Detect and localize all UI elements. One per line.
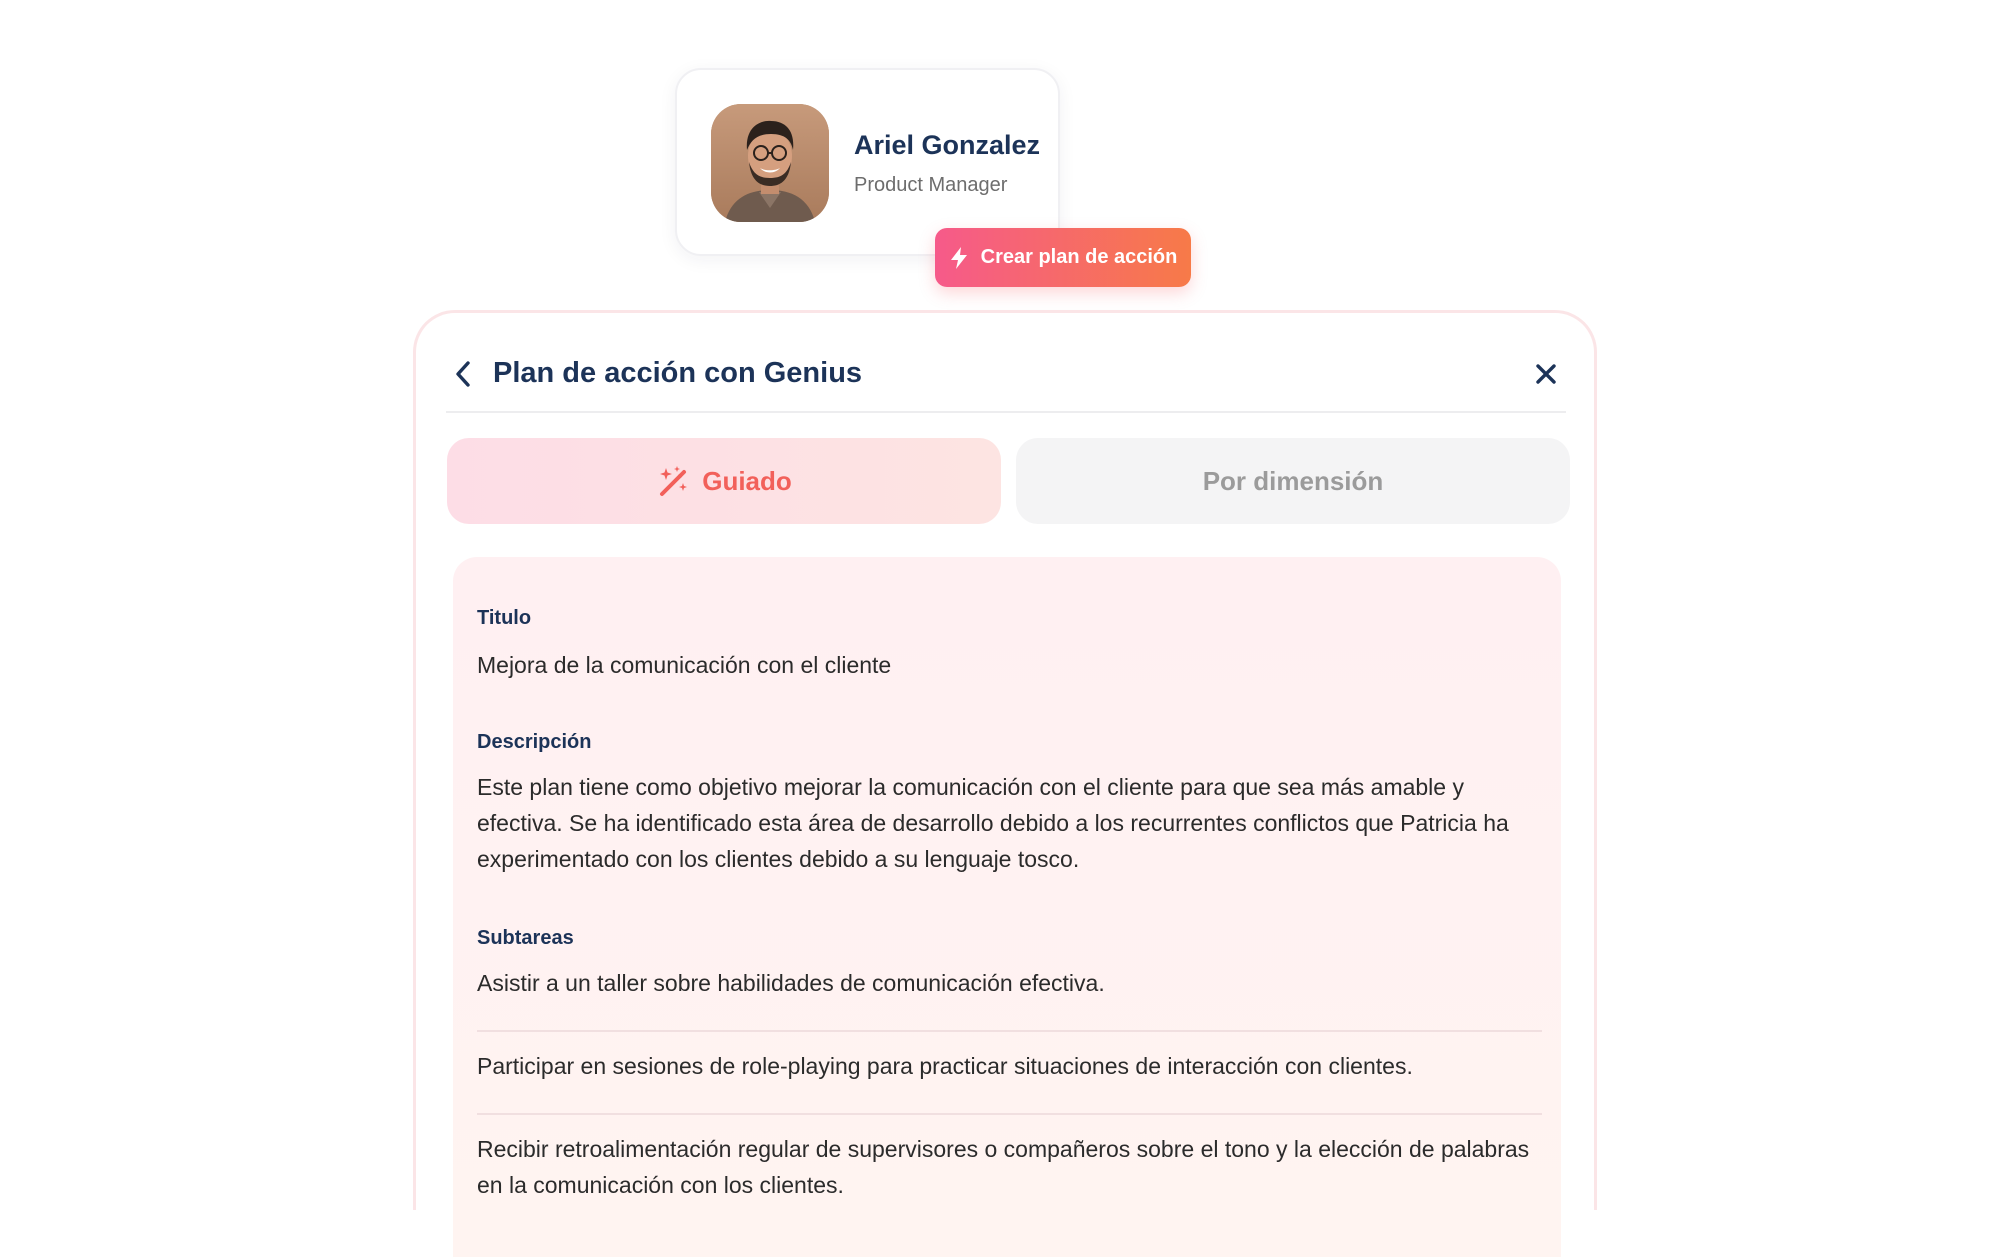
subtasks-label: Subtareas (477, 927, 574, 949)
tab-by-dimension[interactable] (1016, 438, 1570, 524)
subtask-item: Participar en sesiones de role-playing para practicar situaciones de interacción con clientes. (477, 1053, 1413, 1079)
plan-content (453, 557, 1561, 1257)
tab-guided-label: Guiado (702, 465, 792, 496)
create-action-plan-button[interactable] (935, 228, 1191, 287)
subtask-item: Recibir retroalimentación regular de supervisores o compañeros sobre el tono y la elección de palabras en la comunicación con los clientes. (477, 1136, 1530, 1198)
avatar-portrait-icon (711, 104, 829, 222)
title-value: Mejora de la comunicación con el cliente (477, 652, 892, 678)
avatar (711, 104, 829, 222)
back-button[interactable] (448, 357, 478, 391)
close-icon (1535, 363, 1557, 385)
action-plan-panel (413, 310, 1597, 1210)
subtask-divider (477, 1030, 1542, 1032)
close-button[interactable] (1532, 360, 1560, 388)
panel-header (446, 343, 1566, 413)
lightning-icon (949, 247, 969, 269)
panel-title: Plan de acción con Genius (493, 357, 863, 389)
description-value: Este plan tiene como objetivo mejorar la comunicación con el cliente para que sea más amable y efectiva. Se ha identificado esta área de desarrollo debido a los recurrentes conflictos que Patricia ha experimentado con los clientes debido a su lenguaje tosco. (477, 774, 1509, 872)
magic-wand-icon (656, 464, 690, 498)
subtask-divider (477, 1113, 1542, 1115)
create-action-plan-label: Crear plan de acción (980, 246, 1178, 268)
profile-role: Product Manager (854, 174, 1008, 196)
profile-name: Ariel Gonzalez (854, 130, 1041, 160)
subtask-item: Asistir a un taller sobre habilidades de comunicación efectiva. (477, 970, 1105, 996)
description-label: Descripción (477, 731, 592, 753)
tab-guided[interactable] (447, 438, 1001, 524)
chevron-left-icon (455, 361, 471, 387)
tab-by-dimension-label: Por dimensión (1202, 465, 1384, 496)
title-label: Titulo (477, 607, 532, 629)
